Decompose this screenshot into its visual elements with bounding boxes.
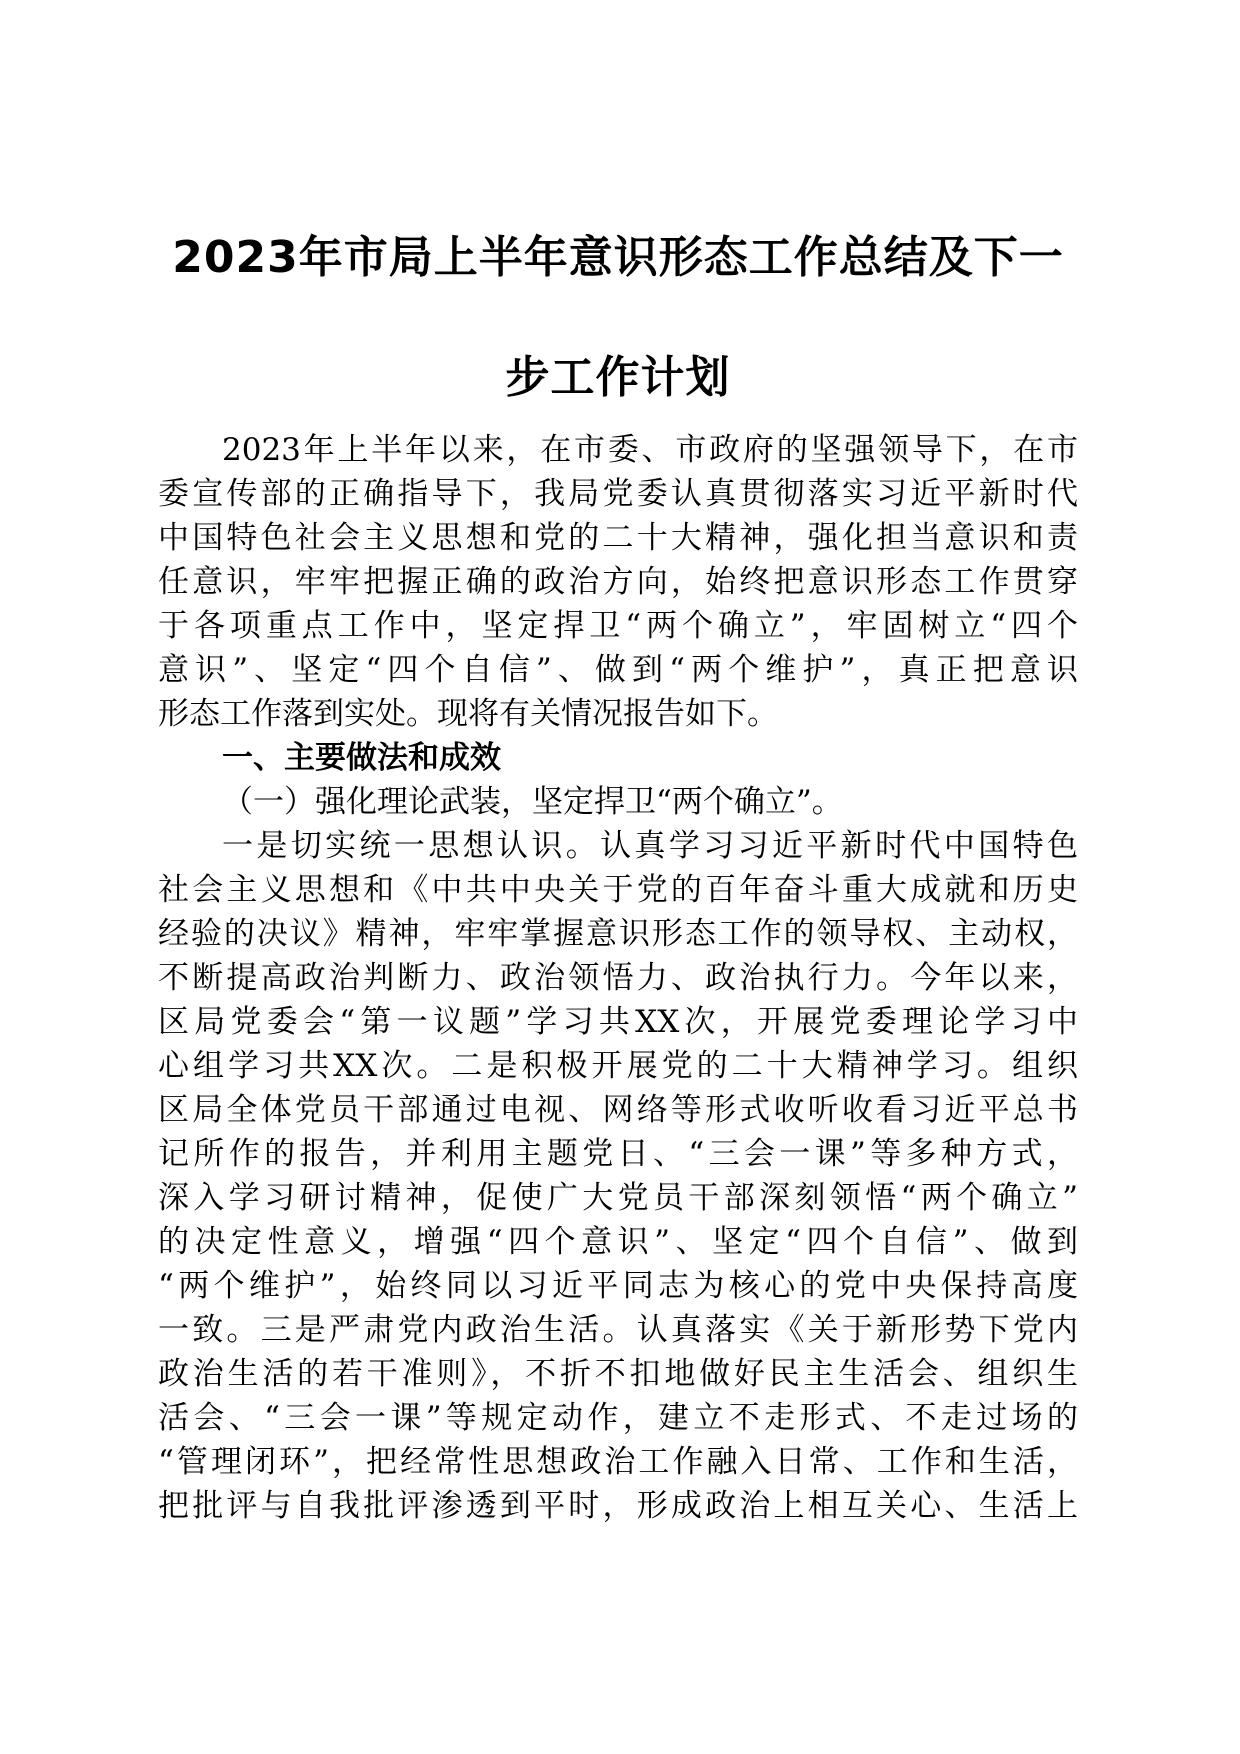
body-line: 区局党委会“第一议题”学习共XX次，开展党委理论学习中 <box>158 1004 1078 1040</box>
body-line: 经验的决议》精神，牢牢掌握意识形态工作的领导权、主动权， <box>158 916 1078 952</box>
intro-line: 中国特色社会主义思想和党的二十大精神，强化担当意识和责 <box>158 520 1078 556</box>
body-line: 的决定性意义，增强“四个意识”、坚定“四个自信”、做到 <box>158 1224 1078 1260</box>
intro-line: 委宣传部的正确指导下，我局党委认真贯彻落实习近平新时代 <box>158 476 1078 512</box>
body-line: 一致。三是严肃党内政治生活。认真落实《关于新形势下党内 <box>158 1312 1078 1348</box>
body-line: “两个维护”，始终同以习近平同志为核心的党中央保持高度 <box>158 1268 1078 1304</box>
document-title-line-2: 步工作计划 <box>505 352 731 403</box>
body-line: 社会主义思想和《中共中央关于党的百年奋斗重大成就和历史 <box>158 872 1078 908</box>
document-page <box>158 0 1078 1754</box>
intro-line: 于各项重点工作中，坚定捍卫“两个确立”，牢固树立“四个 <box>158 608 1078 644</box>
body-line: 区局全体党员干部通过电视、网络等形式收听收看习近平总书 <box>158 1092 1078 1128</box>
subsection-heading: （一）强化理论武装，坚定捍卫“两个确立”。 <box>222 784 843 820</box>
body-line: 深入学习研讨精神，促使广大党员干部深刻领悟“两个确立” <box>158 1180 1078 1216</box>
body-line: 政治生活的若干准则》，不折不扣地做好民主生活会、组织生 <box>158 1356 1078 1392</box>
body-line: 记所作的报告，并利用主题党日、“三会一课”等多种方式， <box>158 1136 1078 1172</box>
body-line: 活会、“三会一课”等规定动作，建立不走形式、不走过场的 <box>158 1400 1078 1436</box>
intro-line: 形态工作落到实处。现将有关情况报告如下。 <box>158 696 778 732</box>
body-line: “管理闭环”，把经常性思想政治工作融入日常、工作和生活， <box>158 1444 1078 1480</box>
intro-line: 2023年上半年以来，在市委、市政府的坚强领导下，在市 <box>222 432 1078 468</box>
body-line: 一是切实统一思想认识。认真学习习近平新时代中国特色 <box>222 828 1078 864</box>
intro-line: 意识”、坚定“四个自信”、做到“两个维护”，真正把意识 <box>158 652 1078 688</box>
body-line: 不断提高政治判断力、政治领悟力、政治执行力。今年以来， <box>158 960 1078 996</box>
document-title-line-1: 2023年市局上半年意识形态工作总结及下一 <box>172 232 1064 283</box>
intro-line: 任意识，牢牢把握正确的政治方向，始终把意识形态工作贯穿 <box>158 564 1078 600</box>
body-line: 心组学习共XX次。二是积极开展党的二十大精神学习。组织 <box>158 1048 1078 1084</box>
body-line: 把批评与自我批评渗透到平时，形成政治上相互关心、生活上 <box>158 1488 1078 1524</box>
section-heading: 一、主要做法和成效 <box>222 740 501 776</box>
